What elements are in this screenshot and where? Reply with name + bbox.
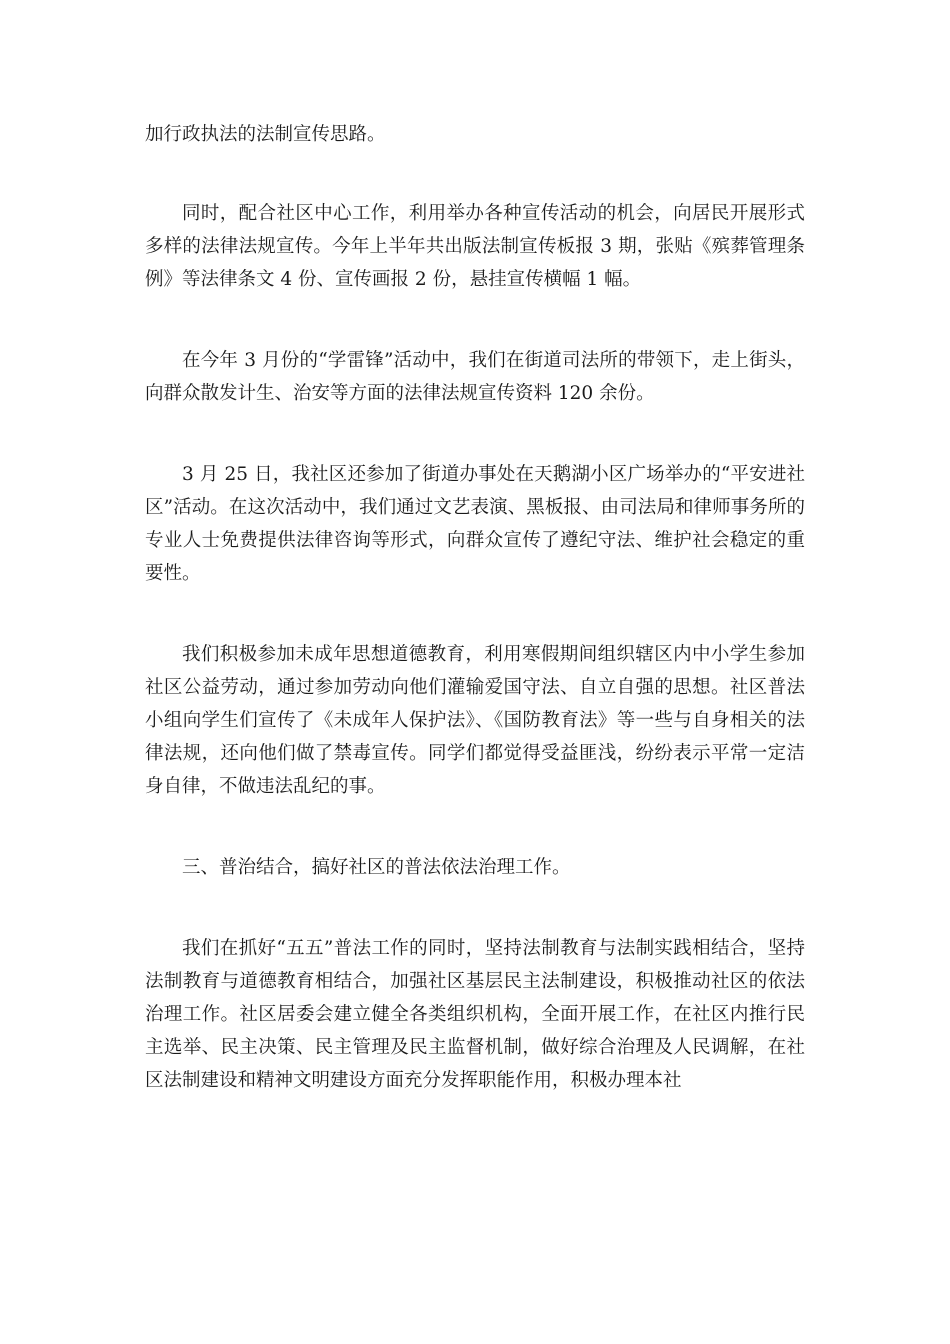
paragraph-publicity-activities: 同时，配合社区中心工作，利用举办各种宣传活动的机会，向居民开展形式多样的法律法规宣传。今年上半年共出版法制宣传板报 3 期，张贴《殡葬管理条例》等法律条文 4 份、宣传画报 2 份，悬挂宣传横幅 1 幅。 <box>145 203 805 290</box>
section-heading-three: 三、普治结合，搞好社区的普法依法治理工作。 <box>182 857 571 878</box>
paragraph-minors-education: 我们积极参加未成年思想道德教育，利用寒假期间组织辖区内中小学生参加社区公益劳动，通过参加劳动向他们灌输爱国守法、自立自强的思想。社区普法小组向学生们宣传了《未成年人保护法》、《国防教育法》等一些与自身相关的法律法规，还向他们做了禁毒宣传。同学们都觉得受益匪浅，纷纷表示平常一定洁身自律，不做违法乱纪的事。 <box>145 644 805 797</box>
paragraph-safe-community: 3 月 25 日，我社区还参加了街道办事处在天鹅湖小区广场举办的“平安进社区”活动。在这次活动中，我们通过文艺表演、黑板报、由司法局和律师事务所的专业人士免费提供法律咨询等形式，向群众宣传了遵纪守法、维护社会稳定的重要性。 <box>145 464 805 584</box>
document-page <box>145 118 805 1145</box>
paragraph-learn-from-leifeng: 在今年 3 月份的“学雷锋”活动中，我们在街道司法所的带领下，走上街头，向群众散发计生、治安等方面的法律法规宣传资料 120 余份。 <box>145 350 805 404</box>
paragraph-legal-governance: 我们在抓好“五五”普法工作的同时，坚持法制教育与法制实践相结合，坚持法制教育与道德教育相结合，加强社区基层民主法制建设，积极推动社区的依法治理工作。社区居委会建立健全各类组织机构，全面开展工作，在社区内推行民主选举、民主决策、民主管理及民主监督机制，做好综合治理及人民调解，在社区法制建设和精神文明建设方面充分发挥职能作用，积极办理本社 <box>145 938 805 1091</box>
paragraph-continuation: 加行政执法的法制宣传思路。 <box>145 124 386 145</box>
